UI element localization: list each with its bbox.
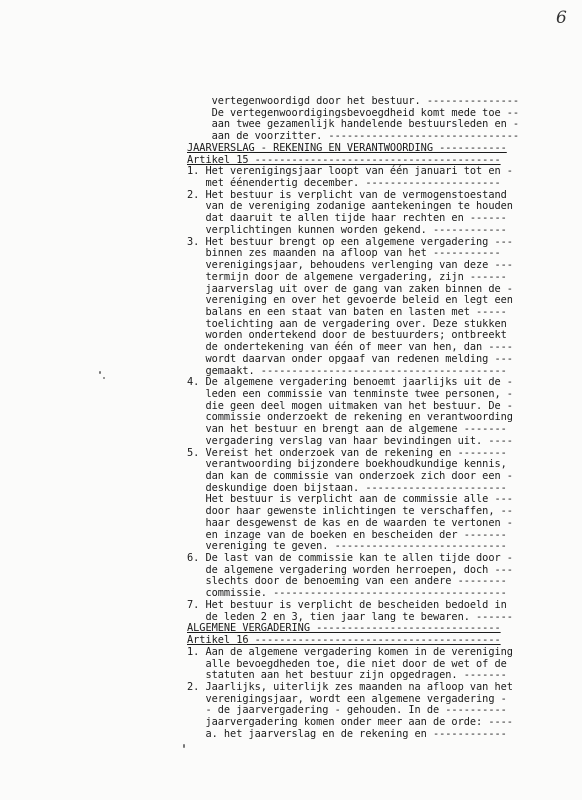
text-line: statuten aan het bestuur zijn opgedragen. ------- bbox=[187, 669, 507, 682]
page-number: 6 bbox=[556, 8, 567, 28]
text-line: - de jaarvergadering - gehouden. In de ---------- bbox=[187, 704, 507, 717]
scan-speck bbox=[99, 371, 101, 374]
text-line: balans en een staat van baten en lasten met ----- bbox=[187, 305, 507, 318]
document-body bbox=[187, 96, 559, 741]
text-line: 5. Vereist het onderzoek van de rekening en -------- bbox=[187, 446, 507, 459]
text-line: verantwoording bijzondere boekhoudkundige kennis, bbox=[187, 458, 507, 471]
text-line: vereniging te geven. ---------------------------- bbox=[187, 540, 507, 553]
scan-speck bbox=[103, 377, 105, 379]
text-line: 3. Het bestuur brengt op een algemene vergadering --- bbox=[187, 235, 513, 248]
text-line: 4. De algemene vergadering benoemt jaarlijks uit de - bbox=[187, 376, 513, 389]
text-line: verenigingsjaar, behoudens verlenging van deze --- bbox=[187, 259, 513, 272]
text-line: 1. Aan de algemene vergadering komen in de vereniging bbox=[187, 645, 513, 658]
text-line: slechts door de benoeming van een andere -------- bbox=[187, 575, 507, 588]
text-line: deskundige doen bijstaan. ----------------------- bbox=[187, 481, 507, 494]
text-line: a. het jaarverslag en de rekening en ------------ bbox=[187, 727, 507, 740]
text-line: binnen zes maanden na afloop van het ----------- bbox=[187, 247, 501, 260]
text-line: van het bestuur en brengt aan de algemene ------- bbox=[187, 423, 507, 436]
text-line: vergadering verslag van haar bevindingen uit. ---- bbox=[187, 434, 513, 447]
text-line: commissie. -------------------------------------- bbox=[187, 587, 507, 600]
text-line: leden een commissie van tenminste twee personen, - bbox=[187, 387, 513, 400]
text-line: termijn door de algemene vergadering, zijn ------ bbox=[187, 270, 507, 283]
text-line: aan de voorzitter. ------------------------------- bbox=[187, 130, 520, 143]
text-line: jaarverslag uit over de gang van zaken binnen de - bbox=[187, 282, 513, 295]
text-line: de leden 2 en 3, tien jaar lang te bewaren. ------ bbox=[187, 610, 513, 623]
text-line: 6. De last van de commissie kan te allen tijde door - bbox=[187, 552, 513, 565]
text-line: Het bestuur is verplicht aan de commissie alle --- bbox=[187, 493, 513, 506]
text-line: alle bevoegdheden toe, die niet door de wet of de bbox=[187, 657, 507, 670]
section-heading: Artikel 16 ---------------------------------------- bbox=[187, 634, 501, 647]
text-line: de ondertekening van één of meer van hen, dan ---- bbox=[187, 341, 513, 354]
text-line: wordt daarvan onder opgaaf van redenen melding --- bbox=[187, 352, 513, 365]
text-line: jaarvergadering komen onder meer aan de orde: ---- bbox=[187, 716, 513, 729]
text-line: De vertegenwoordigingsbevoegdheid komt mede toe -- bbox=[187, 106, 520, 119]
text-line: dat daaruit te allen tijde haar rechten en ------ bbox=[187, 212, 507, 225]
section-heading: JAARVERSLAG - REKENING EN VERANTWOORDING ----------- bbox=[187, 141, 507, 154]
text-line: gemaakt. ---------------------------------------- bbox=[187, 364, 507, 377]
text-line: de algemene vergadering worden herroepen, doch --- bbox=[187, 563, 513, 576]
text-line: vertegenwoordigd door het bestuur. --------------- bbox=[187, 95, 520, 107]
text-line: 1. Het verenigingsjaar loopt van één januari tot en - bbox=[187, 165, 513, 178]
text-line: verenigingsjaar, wordt een algemene vergadering - bbox=[187, 692, 507, 705]
text-line: haar desgewenst de kas en de waarden te vertonen - bbox=[187, 516, 513, 529]
text-line: toelichting aan de vergadering over. Deze stukken bbox=[187, 317, 507, 330]
section-heading: ALGEMENE VERGADERING ------------------------------ bbox=[187, 622, 501, 635]
text-line: met éénendertig december. ---------------------- bbox=[187, 177, 501, 190]
text-line: die geen deel mogen uitmaken van het bestuur. De - bbox=[187, 399, 513, 412]
text-line: verplichtingen kunnen worden gekend. ------------ bbox=[187, 223, 507, 236]
text-line: dan kan de commissie van onderzoek zich door een - bbox=[187, 470, 513, 482]
text-line: 2. Het bestuur is verplicht van de vermogenstoestand bbox=[187, 188, 507, 201]
text-line: worden ondertekend door de bestuurders; ontbreekt bbox=[187, 329, 507, 342]
text-line: van de vereniging zodanige aantekeningen te houden bbox=[187, 200, 513, 213]
text-line: aan twee gezamenlijk handelende bestuursleden en - bbox=[187, 118, 520, 131]
scan-speck bbox=[183, 744, 185, 748]
section-heading: Artikel 15 ---------------------------------------- bbox=[187, 153, 501, 166]
text-line: vereniging en over het gevoerde beleid en legt een bbox=[187, 294, 513, 307]
text-line: 2. Jaarlijks, uiterlijk zes maanden na afloop van het bbox=[187, 680, 513, 693]
text-line: door haar gewenste inlichtingen te verschaffen, -- bbox=[187, 505, 513, 518]
text-line: commissie onderzoekt de rekening en verantwoording bbox=[187, 411, 513, 424]
text-line: 7. Het bestuur is verplicht de bescheiden bedoeld in bbox=[187, 598, 507, 611]
text-line: en inzage van de boeken en bescheiden der ------- bbox=[187, 528, 507, 541]
